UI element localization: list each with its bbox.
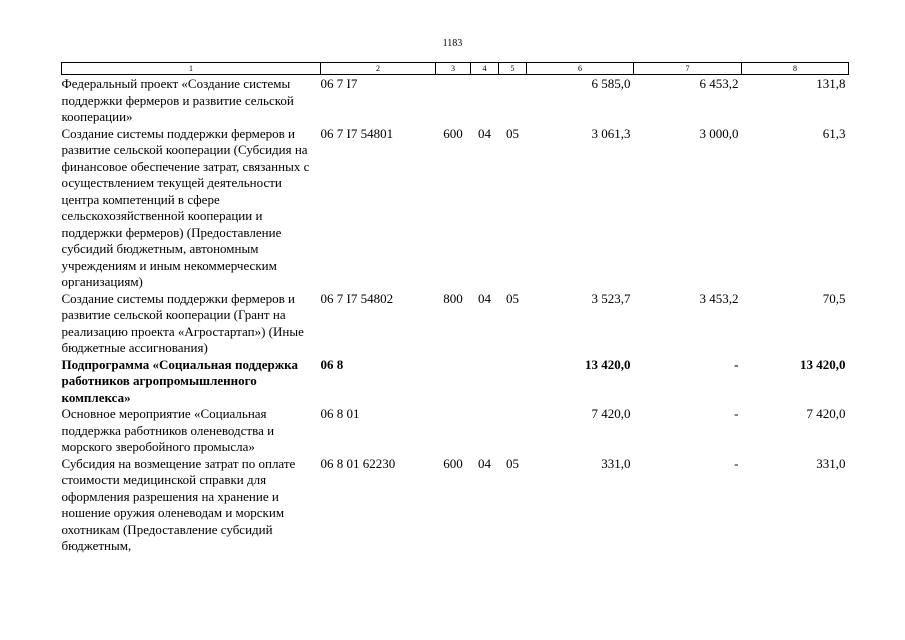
row-section: 04 [478, 125, 491, 141]
row-subsection [499, 406, 527, 456]
row-expense-type: 800 [443, 290, 463, 306]
row-value-col-7: - [734, 406, 739, 421]
row-value-col-6: 3 523,7 [591, 290, 631, 306]
row-name: Создание системы поддержки фермеров и развитие сельской кооперации (Субсидия на финансовое обеспечение затрат, связанных с осуществлением текущей деятельности центра компетенций в сфере сельскохозяйственной кооперации и поддержки фермеров) (Предоставление субсидий бюджетным, автономным учреждениям и иным некоммерческим организациям) [61, 125, 310, 289]
header-col-8: 8 [742, 63, 849, 75]
row-code: 06 8 01 62230 [320, 455, 396, 471]
budget-table [61, 62, 849, 555]
row-value-col-8: 61,3 [822, 125, 846, 141]
header-col-5: 5 [499, 63, 527, 75]
row-value-col-8: 13 420,0 [800, 356, 846, 372]
row-value-col-8: 331,0 [816, 455, 846, 471]
row-expense-type [436, 357, 471, 407]
row-section: 04 [478, 455, 491, 471]
row-code: 06 7 I7 54802 [320, 290, 394, 306]
row-value-col-6: 7 420,0 [591, 406, 631, 421]
row-section: 04 [478, 290, 491, 306]
row-code: 06 7 I7 54801 [320, 125, 394, 141]
row-section [471, 406, 499, 456]
row-value-col-7: 3 000,0 [699, 125, 739, 141]
table-row [62, 291, 849, 357]
table-body [62, 75, 849, 555]
row-expense-type [436, 75, 471, 126]
row-subsection [499, 357, 527, 407]
row-value-col-7: 6 453,2 [699, 76, 739, 91]
table-row [62, 126, 849, 291]
row-value-col-8: 70,5 [822, 290, 846, 306]
row-section [471, 357, 499, 407]
table-row [62, 357, 849, 407]
row-code: 06 8 [320, 356, 344, 372]
row-value-col-8: 131,8 [816, 76, 846, 91]
row-name: Субсидия на возмещение затрат по оплате стоимости медицинской справки для оформления разрешения на хранение и ношение оружия оленеводам и морским охотникам (Предоставление субсидий бюджетным, [61, 455, 296, 553]
row-name: Подпрограмма «Социальная поддержка работников агропромышленного комплекса» [61, 356, 298, 405]
header-col-4: 4 [471, 63, 499, 75]
row-name: Основное мероприятие «Социальная поддержка работников оленеводства и морского зверобойного промысла» [61, 406, 275, 454]
row-value-col-7: - [734, 455, 739, 471]
row-code: 06 8 01 [320, 406, 360, 421]
row-subsection [499, 75, 527, 126]
row-value-col-6: 6 585,0 [591, 76, 631, 91]
row-expense-type: 600 [443, 455, 463, 471]
row-expense-type [436, 406, 471, 456]
row-section [471, 75, 499, 126]
header-col-7: 7 [634, 63, 742, 75]
header-col-6: 6 [527, 63, 634, 75]
row-name: Федеральный проект «Создание системы поддержки фермеров и развитие сельской кооперации» [61, 76, 294, 124]
row-name: Создание системы поддержки фермеров и развитие сельской кооперации (Грант на реализацию проекта «Агростартап») (Иные бюджетные ассигнования) [61, 290, 304, 355]
row-value-col-6: 3 061,3 [591, 125, 631, 141]
header-col-3: 3 [436, 63, 471, 75]
row-subsection: 05 [506, 125, 519, 141]
header-col-1: 1 [62, 63, 321, 75]
table-row [62, 406, 849, 456]
row-subsection: 05 [506, 290, 519, 306]
row-value-col-6: 331,0 [601, 455, 631, 471]
row-value-col-6: 13 420,0 [585, 356, 631, 372]
page-number: 1183 [442, 38, 463, 49]
header-col-2: 2 [321, 63, 436, 75]
table-row [62, 456, 849, 555]
row-value-col-7: 3 453,2 [699, 290, 739, 306]
row-value-col-8: 7 420,0 [806, 406, 846, 421]
table-header-row [62, 63, 849, 75]
row-code: 06 7 I7 [320, 76, 358, 91]
row-expense-type: 600 [443, 125, 463, 141]
table-row [62, 75, 849, 126]
row-subsection: 05 [506, 455, 519, 471]
row-value-col-7: - [734, 356, 739, 372]
